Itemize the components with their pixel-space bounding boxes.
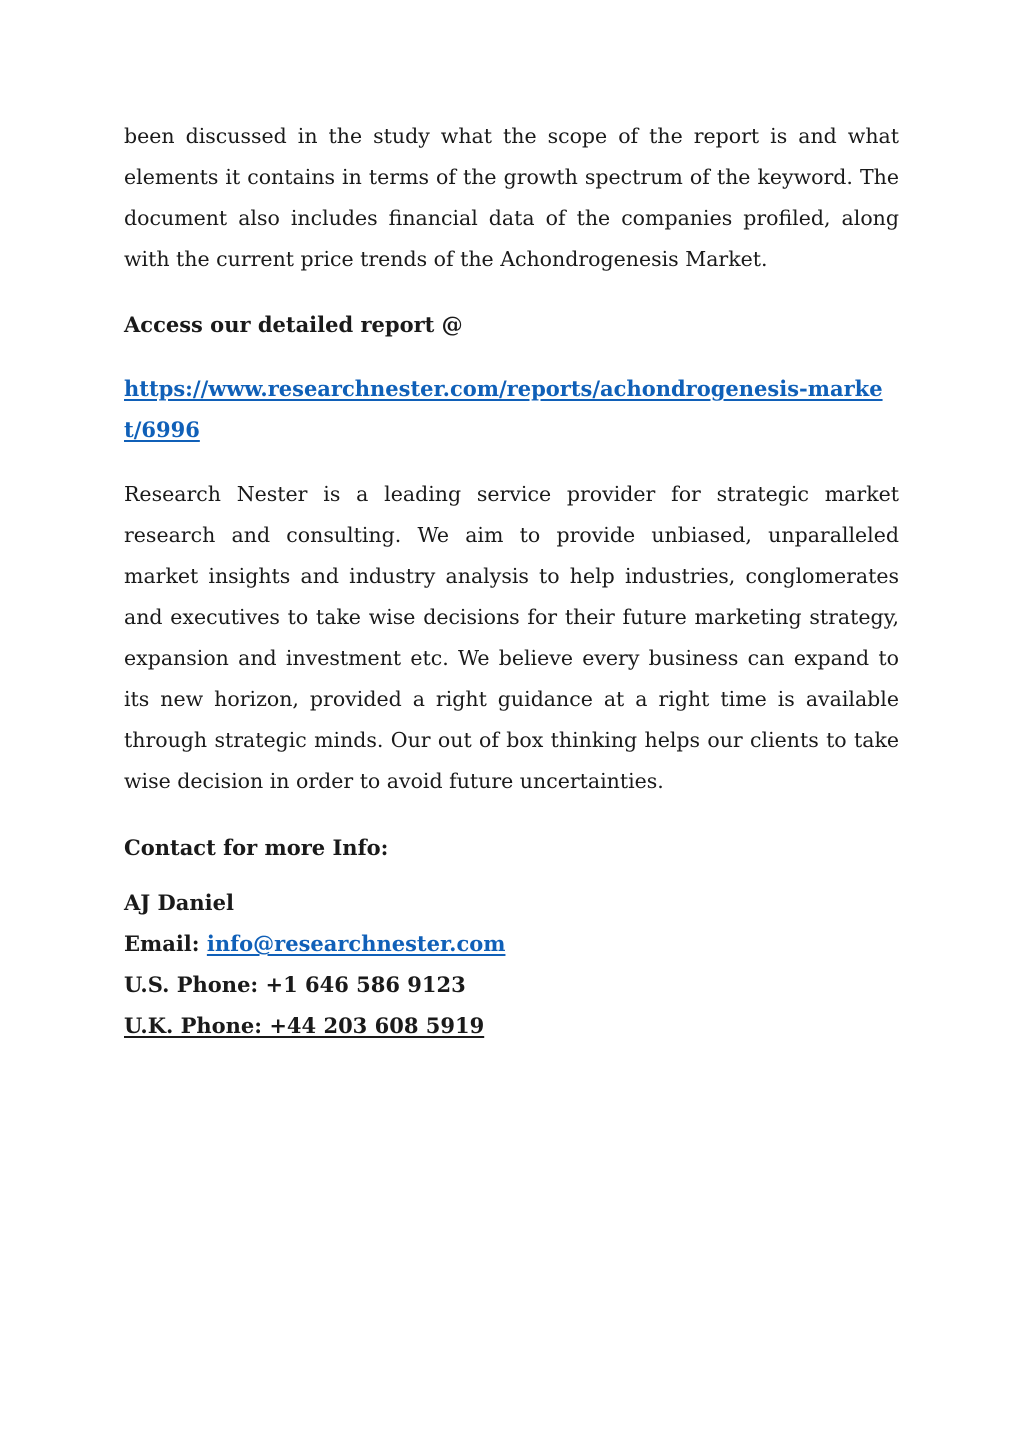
document-page — [124, 116, 899, 1046]
us-phone: U.S. Phone: +1 646 586 9123 — [124, 972, 466, 997]
spacer — [124, 345, 899, 368]
contact-name: AJ Daniel — [124, 890, 234, 915]
email-label: Email: — [124, 931, 200, 956]
contact-email-line — [124, 923, 899, 964]
spacer — [124, 280, 899, 304]
spacer — [124, 802, 899, 827]
spacer — [124, 868, 899, 882]
about-paragraph: Research Nester is a leading service provider for strategic market research and consulting. We aim to provide unbiased, unparalleled market insights and industry analysis to help industries, conglomerates and executives to take wise decisions for their future marketing strategy, expansion and investment etc. We believe every business can expand to its new horizon, provided a right guidance at a right time is available through strategic minds. Our out of box thinking helps our clients to take wise decision in order to avoid future uncertainties. — [124, 482, 899, 793]
spacer — [124, 450, 899, 474]
contact-heading: Contact for more Info: — [124, 835, 389, 860]
intro-paragraph: been discussed in the study what the scope of the report is and what elements it contains in terms of the growth spectrum of the keyword. The document also includes financial data of the companies profiled, along with the current price trends of the Achondrogenesis Market. — [124, 124, 899, 271]
uk-phone: U.K. Phone: +44 203 608 5919 — [124, 1013, 485, 1038]
email-link[interactable]: info@researchnester.com — [206, 931, 506, 956]
access-heading: Access our detailed report @ — [124, 312, 463, 337]
report-link[interactable]: https://www.researchnester.com/reports/achondrogenesis-market/6996 — [124, 376, 883, 442]
